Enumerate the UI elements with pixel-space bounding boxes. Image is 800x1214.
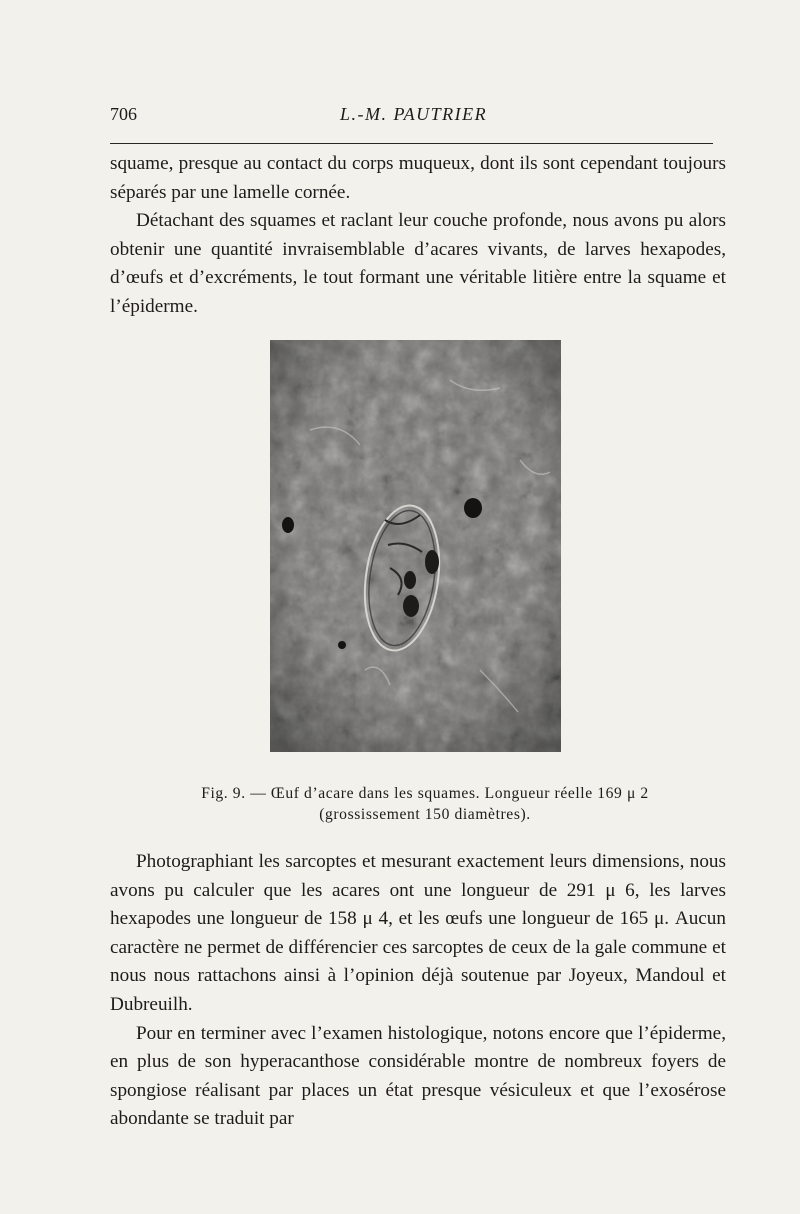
- paragraph: squame, presque au contact du corps muqueux, dont ils sont cependant toujours séparés par une lamelle cornée.: [110, 153, 726, 203]
- micrograph-image: [270, 340, 561, 752]
- paragraph: Détachant des squames et raclant leur couche profonde, nous avons pu alors obtenir une quantité invraisemblable d’acares vivants, de larves hexapodes, d’œufs et d’excréments, le tout formant une véritable litière entre la squame et l’épiderme.: [110, 210, 726, 317]
- page-number: 706: [110, 104, 137, 124]
- caption-line-1: Fig. 9. — Œuf d’acare dans les squames. Longueur réelle 169 μ 2: [201, 785, 649, 802]
- figure-caption: [150, 783, 700, 825]
- page-header: [110, 104, 713, 130]
- paragraph: Photographiant les sarcoptes et mesurant exactement leurs dimensions, nous avons pu calculer que les acares ont une longueur de 291 μ 6, les larves hexapodes une longueur de 158 μ 4, et les œufs une longueur de 165 μ. Aucun caractère ne permet de différencier ces sarcoptes de ceux de la gale commune et nous nous rattachons ainsi à l’opinion déjà soutenue par Joyeux, Mandoul et Dubreuilh.: [110, 851, 726, 1015]
- paragraph: Pour en terminer avec l’examen histologique, notons encore que l’épiderme, en plus de son hyperacanthose considérable montre de nombreux foyers de spongiose réalisant par places un état presque vésiculeux et que l’exosérose abondante se traduit par: [110, 1022, 726, 1130]
- figure-micrograph: [270, 340, 561, 752]
- caption-line-2: (grossissement 150 diamètres).: [319, 806, 531, 823]
- text-block-bottom: [110, 848, 726, 1134]
- running-head: L.-M. PAUTRIER: [340, 104, 488, 124]
- text-block-top: [110, 150, 726, 322]
- header-rule: [110, 143, 713, 144]
